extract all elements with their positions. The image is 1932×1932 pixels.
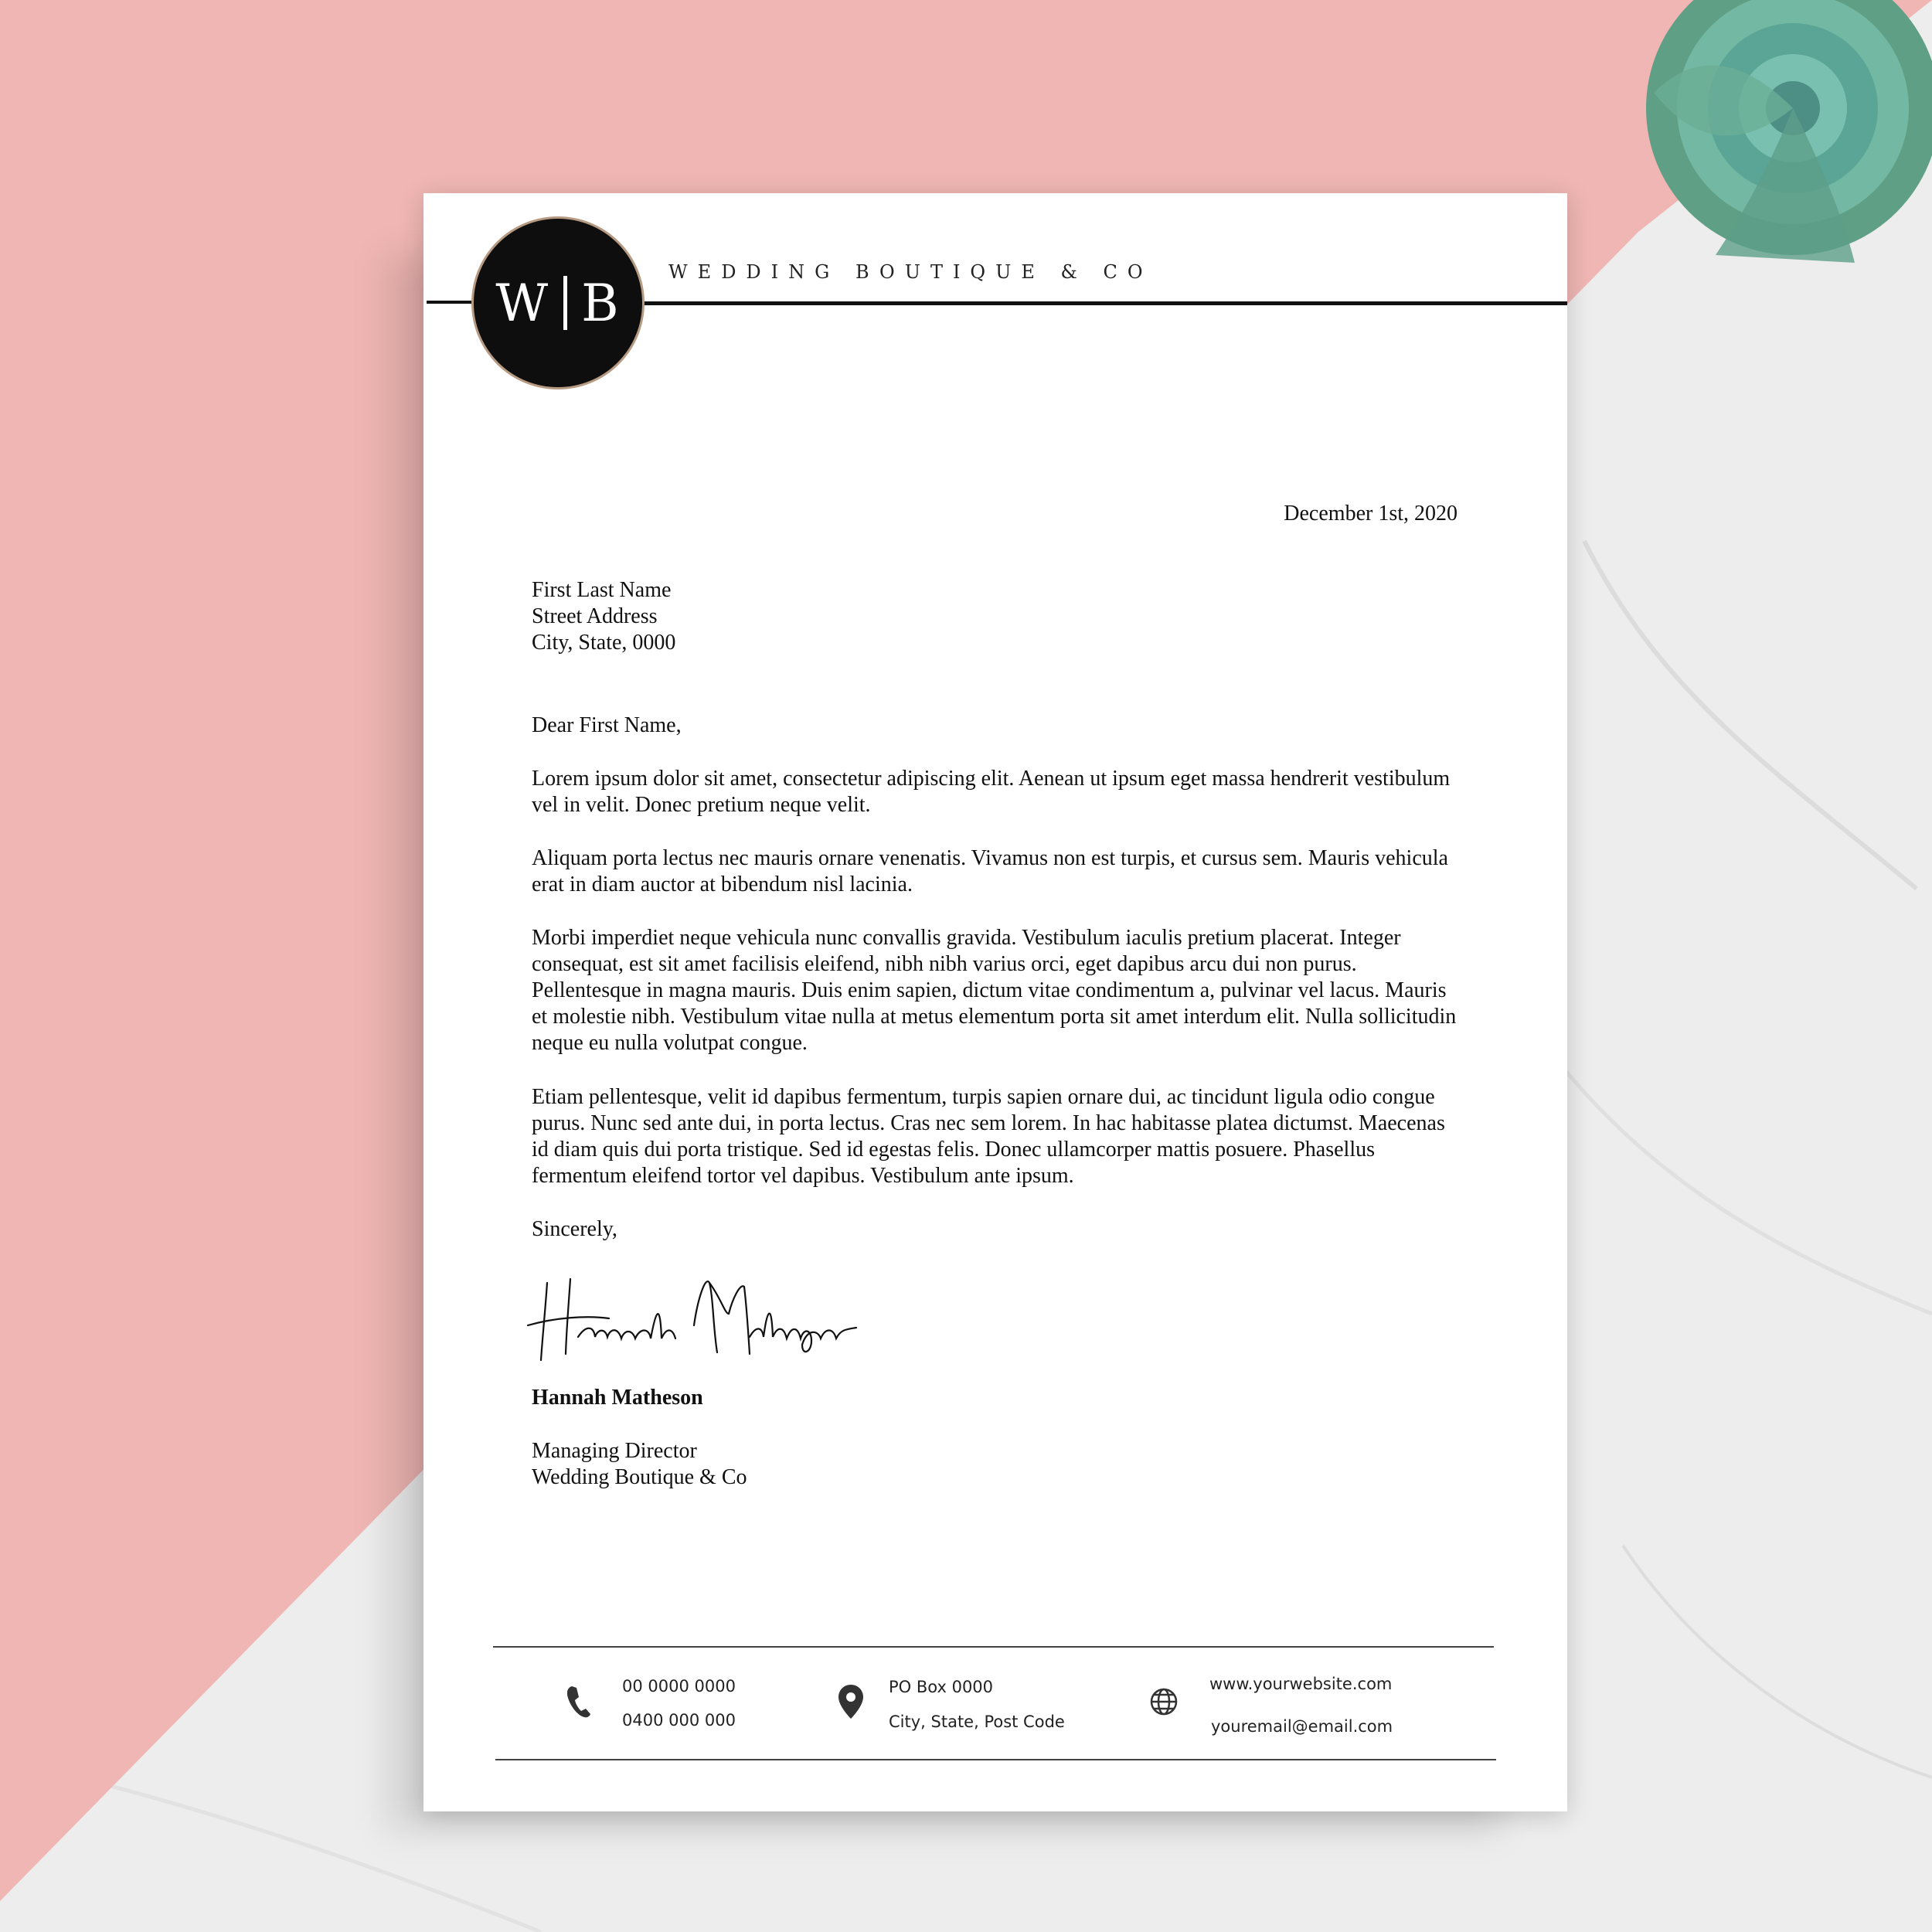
header-rule-right [644,301,1567,305]
globe-icon [1148,1683,1179,1720]
salutation: Dear First Name, [532,713,682,737]
footer-rule-top [493,1646,1494,1648]
logo-divider [563,276,567,330]
signer-name: Hannah Matheson [532,1386,703,1410]
recipient-name: First Last Name [532,578,672,602]
body-paragraph-1: Lorem ipsum dolor sit amet, consectetur adipiscing elit. Aenean ut ipsum eget massa hendrerit vestibulum vel in velit. Donec pretium neque velit. [532,767,1451,817]
website-text[interactable]: www.yourwebsite.com [1209,1675,1393,1693]
logo-letter-w: W [495,273,550,333]
letter-date: December 1st, 2020 [1284,502,1458,526]
body-paragraph-4: Etiam pellentesque, velit id dapibus fermentum, turpis sapien ornare dui, ac tincidunt ligula odio congue purus. Nunc sed ante dui, in porta lectus. Cras nec sem lorem. In hac habitasse platea dictumst. Maecenas id diam quis dui porta tristique. Sed id egestas felis. Donec ullamcorper mattis posuere. Phasellus fermentum eleifend tortor vel dapibus. Vestibulum ante ipsum. [532,1085,1445,1188]
location-pin-icon [835,1683,866,1720]
header-rule-left [427,301,473,304]
closing: Sincerely, [532,1217,617,1241]
address-line-2: City, State, Post Code [889,1713,1065,1731]
signer-title-block [532,1438,747,1491]
footer-rule-bottom [495,1759,1496,1760]
handwritten-signature [524,1267,864,1368]
phone-icon [564,1683,595,1720]
company-header-name: WEDDING BOUTIQUE & CO [668,261,1153,283]
wb-logo [471,216,645,389]
signer-company: Wedding Boutique & Co [532,1465,747,1489]
body-paragraph-3: Morbi imperdiet neque vehicula nunc convallis gravida. Vestibulum iaculis pretium placerat. Integer consequat, est sit amet facilisis eleifend, nibh nibh varius orci, eget dapibus arcu dui non purus. Pellentesque in magna mauris. Duis enim sapien, dictum vitae condimentum a, pulvinar vel lacus. Mauris et molestie nibh. Vestibulum vitae nulla at metus elementum porta sit amet interdum elit. Nulla sollicitudin neque eu nulla volutpat congue. [532,926,1457,1055]
body-paragraph-2: Aliquam porta lectus nec mauris ornare venenatis. Vivamus non est turpis, et cursus sem. Mauris vehicula erat in diam auctor at bibendum nisl lacinia. [532,846,1448,896]
signer-title: Managing Director [532,1439,697,1463]
recipient-address [532,577,675,656]
recipient-street: Street Address [532,604,658,628]
phone-line-1: 00 0000 0000 [622,1677,736,1696]
logo-letter-b: B [581,273,621,333]
letterhead-page [423,193,1567,1811]
address-line-1: PO Box 0000 [889,1678,994,1696]
succulent-plant-image [1623,0,1932,278]
phone-line-2: 0400 000 000 [622,1711,736,1730]
email-text[interactable]: youremail@email.com [1211,1717,1393,1736]
recipient-city: City, State, 0000 [532,631,676,655]
